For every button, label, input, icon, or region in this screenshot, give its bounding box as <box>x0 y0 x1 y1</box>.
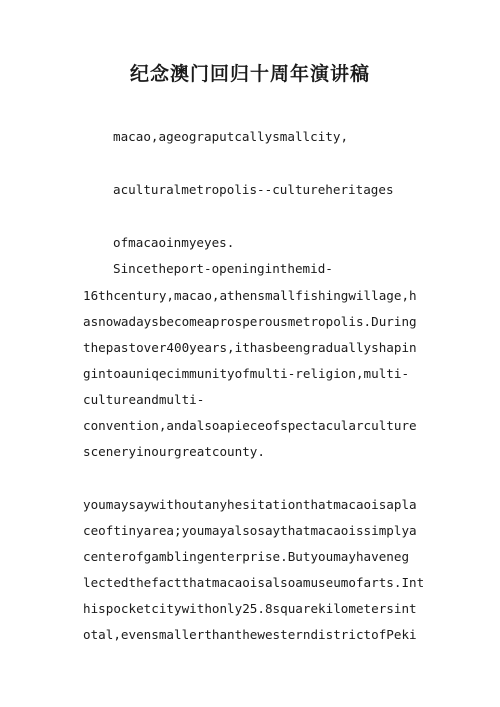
text-line: asnowadaysbecomeaprosperousmetropolis.During <box>83 314 417 329</box>
text-line: sceneryinourgreatcounty. <box>83 444 265 459</box>
text-line: cultureandmulti- <box>83 392 205 407</box>
text-line: thepastover400years,ithasbeengraduallyshapin <box>83 340 417 355</box>
text-line: otal,evensmallerthanthewesterndistrictofPeki <box>83 627 417 642</box>
text-line: 16thcentury,macao,athensmallfishingwillage,h <box>83 288 417 303</box>
text-line: macao,ageograputcallysmallcity, <box>113 129 349 144</box>
text-line: Sincetheport-openinginthemid- <box>113 261 333 276</box>
text-line: centerofgamblingenterprise.Butyoumayhaveneg <box>83 549 410 564</box>
text-line: aculturalmetropolis--cultureheritages <box>113 182 394 197</box>
text-line: convention,andalsoapieceofspectacularculture <box>83 418 417 433</box>
text-line: ofmacaoinmyeyes. <box>113 235 235 250</box>
text-line: hispocketcitywithonly25.8squarekilometersint <box>83 601 417 616</box>
text-line: lectedthefactthatmacaoisalsoamuseumofarts.Int <box>83 575 425 590</box>
text-line: ceoftinyarea;youmayalsosaythatmacaoissimplya <box>83 523 417 538</box>
page-title: 纪念澳门回归十周年演讲稿 <box>129 63 370 85</box>
text-line: gintoauniqecimmunityofmulti-religion,multi- <box>83 366 410 381</box>
text-line: youmaysaywithoutanyhesitationthatmacaoisapla <box>83 497 417 512</box>
